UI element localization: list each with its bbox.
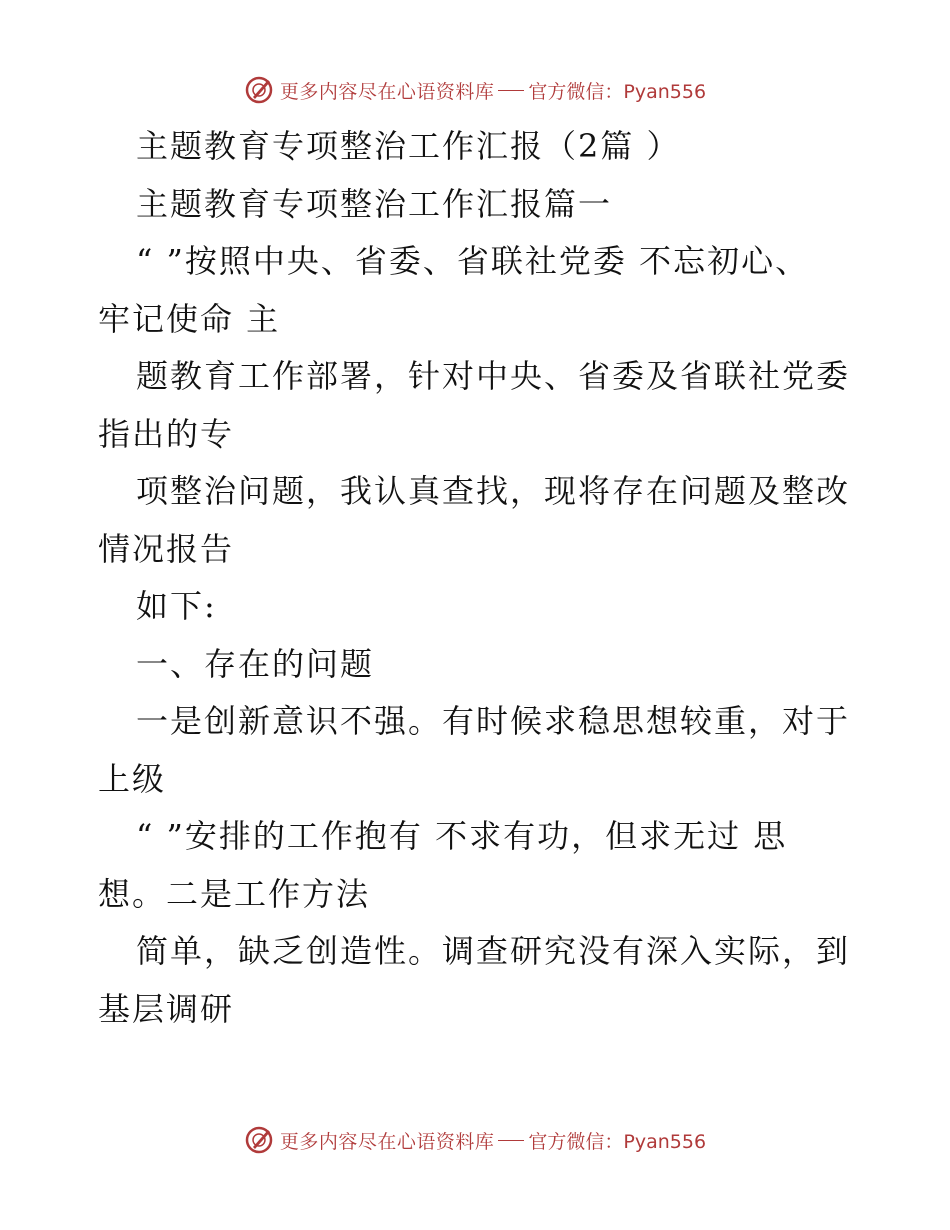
watermark-separator [498,90,524,91]
pen-circle-logo-icon [244,1125,274,1155]
paragraph-line: 情况报告 [98,529,235,568]
footer-watermark [0,1120,950,1160]
paragraph-line: 题教育工作部署，针对中央、省委及省联社党委 [136,357,851,395]
document-title: 主题教育专项整治工作汇报（2篇 ） [136,127,681,165]
paragraph-line: 一是创新意识不强。有时候求稳思想较重，对于 [136,702,851,740]
paragraph-line: “ ”按照中央、省委、省联社党委 不忘初心、 [136,242,810,280]
watermark-text: 更多内容尽在心语资料库 [279,1130,495,1153]
paragraph-line: 项整治问题，我认真查找，现将存在问题及整改 [136,472,851,510]
paragraph-line: “ ”安排的工作抱有 不求有功，但求无过 思 [136,817,788,855]
paragraph-line: 牢记使命 主 [98,299,281,338]
paragraph-line: 基层调研 [98,989,235,1028]
watermark-contact: 官方微信：Pyan556 [528,80,707,103]
paragraph-line: 如下: [136,587,217,625]
header-watermark [0,70,950,110]
document-body [98,118,858,1038]
paragraph-line: 简单，缺乏创造性。调查研究没有深入实际，到 [136,932,851,970]
paragraph-line: 上级 [98,759,167,798]
section-heading: 主题教育专项整治工作汇报篇一 [136,184,613,223]
watermark-text: 更多内容尽在心语资料库 [279,80,495,103]
pen-circle-logo-icon [244,75,274,105]
watermark-contact: 官方微信：Pyan556 [528,1130,707,1153]
paragraph-line: 指出的专 [98,414,235,453]
paragraph-line: 想。二是工作方法 [98,874,371,913]
subsection-heading: 一、存在的问题 [136,644,375,683]
watermark-separator [498,1140,524,1141]
